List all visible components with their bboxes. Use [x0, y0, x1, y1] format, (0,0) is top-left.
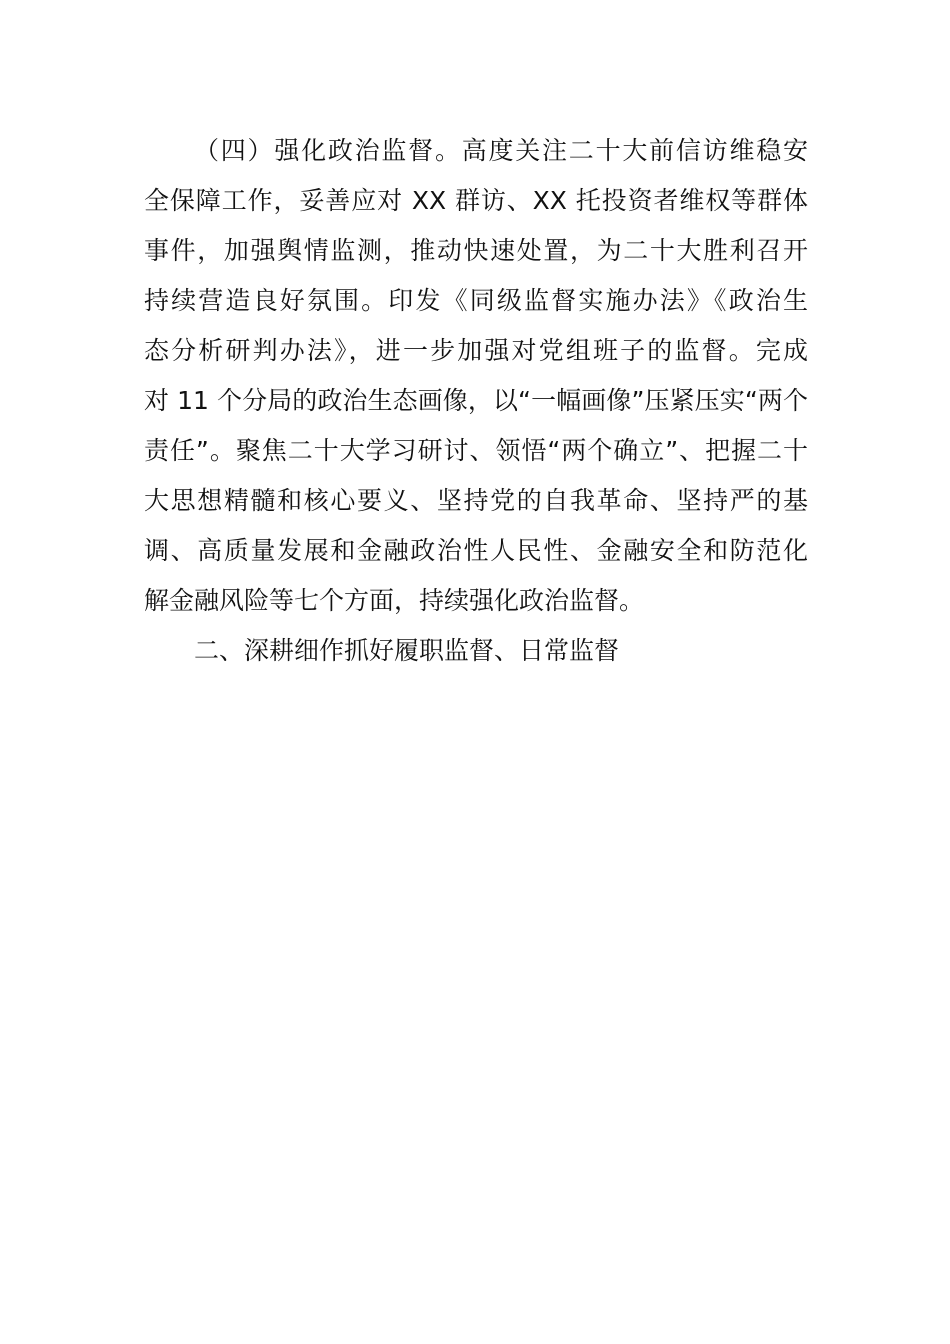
paragraph-line: （四）强化政治监督。高度关注二十大前信访维稳安	[194, 136, 808, 165]
paragraph-line: 对 11 个分局的政治生态画像，以“一幅画像”压紧压实“两个	[144, 386, 808, 415]
paragraph-line: 持续营造良好氛围。印发《同级监督实施办法》《政治生	[144, 286, 808, 315]
paragraph-line: 全保障工作，妥善应对 XX 群访、XX 托投资者维权等群体	[144, 186, 808, 215]
paragraph-line: 大思想精髓和核心要义、坚持党的自我革命、坚持严的基	[144, 486, 808, 515]
section-heading: 二、深耕细作抓好履职监督、日常监督	[194, 636, 620, 665]
paragraph-line: 解金融风险等七个方面，持续强化政治监督。	[144, 586, 645, 615]
paragraph-line: 责任”。聚焦二十大学习研讨、领悟“两个确立”、把握二十	[144, 436, 808, 465]
paragraph-line: 事件，加强舆情监测，推动快速处置，为二十大胜利召开	[144, 236, 808, 265]
paragraph-line: 调、高质量发展和金融政治性人民性、金融安全和防范化	[144, 536, 808, 565]
document-body	[144, 126, 808, 676]
paragraph-line: 态分析研判办法》，进一步加强对党组班子的监督。完成	[144, 336, 808, 365]
